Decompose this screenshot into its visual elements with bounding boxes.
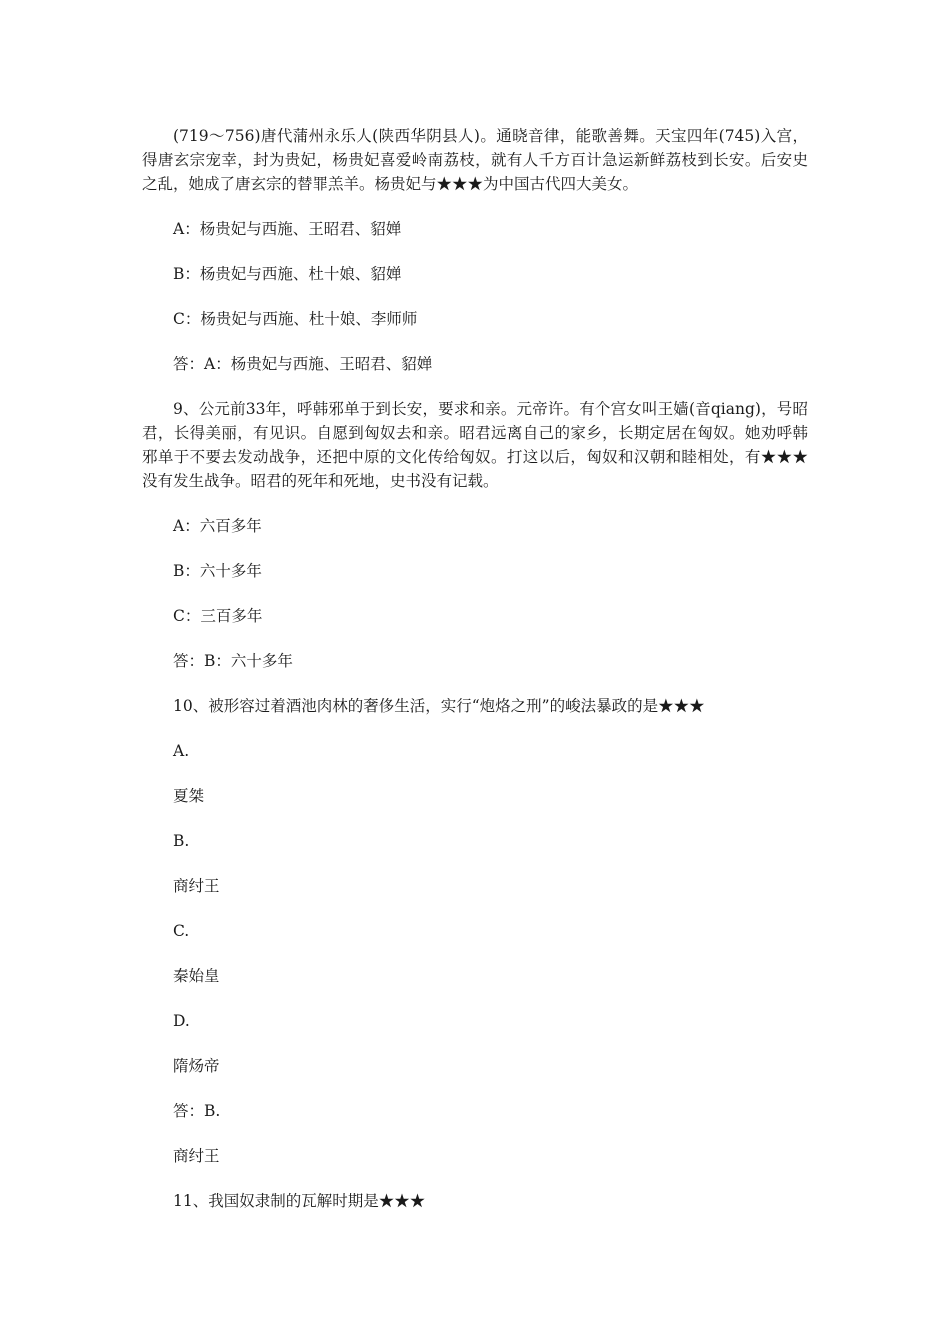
q8-option-b: B：杨贵妃与西施、杜十娘、貂婵: [173, 265, 402, 283]
q10-option-a-label: A.: [173, 742, 190, 760]
q9-option-b: B：六十多年: [173, 562, 262, 580]
q8-option-c: C：杨贵妃与西施、杜十娘、李师师: [173, 310, 418, 328]
q10-stem: 10、被形容过着酒池肉林的奢侈生活，实行“炮烙之刑”的峻法暴政的是★★★: [173, 697, 705, 715]
q9-option-c: C：三百多年: [173, 607, 263, 625]
q10-option-c-text: 秦始皇: [173, 967, 220, 985]
q9-option-a: A：六百多年: [173, 517, 262, 535]
q10-option-b-label: B.: [173, 832, 190, 850]
q8-answer: 答：A：杨贵妃与西施、王昭君、貂婵: [173, 355, 433, 373]
q10-option-b-text: 商纣王: [173, 877, 220, 895]
q10-answer-text: 商纣王: [173, 1147, 220, 1165]
q9-answer: 答：B：六十多年: [173, 652, 293, 670]
q8-stem: (719～756)唐代蒲州永乐人(陕西华阴县人)。通晓音律，能歌善舞。天宝四年(745)入宫，得唐玄宗宠幸，封为贵妃，杨贵妃喜爱岭南荔枝，就有人千方百计急运新鲜荔枝到长安。后安史之乱，她成了唐玄宗的替罪羔羊。杨贵妃与★★★为中国古代四大美女。: [142, 127, 808, 193]
q11-stem: 11、我国奴隶制的瓦解时期是★★★: [173, 1192, 426, 1210]
q10-answer-label: 答：B.: [173, 1102, 221, 1120]
q10-option-d-label: D.: [173, 1012, 190, 1030]
document-page: [142, 124, 808, 1213]
q10-option-d-text: 隋炀帝: [173, 1057, 220, 1075]
q8-option-a: A：杨贵妃与西施、王昭君、貂婵: [173, 220, 402, 238]
q10-option-c-label: C.: [173, 922, 190, 940]
q9-stem: 9、公元前33年，呼韩邪单于到长安，要求和亲。元帝许。有个宫女叫王嫱(音qiang)，号昭君，长得美丽，有见识。自愿到匈奴去和亲。昭君远离自己的家乡，长期定居在匈奴。她劝呼韩邪单于不要去发动战争，还把中原的文化传给匈奴。打这以后，匈奴和汉朝和睦相处，有★★★没有发生战争。昭君的死年和死地，史书没有记载。: [142, 400, 808, 490]
q10-option-a-text: 夏桀: [173, 787, 205, 805]
